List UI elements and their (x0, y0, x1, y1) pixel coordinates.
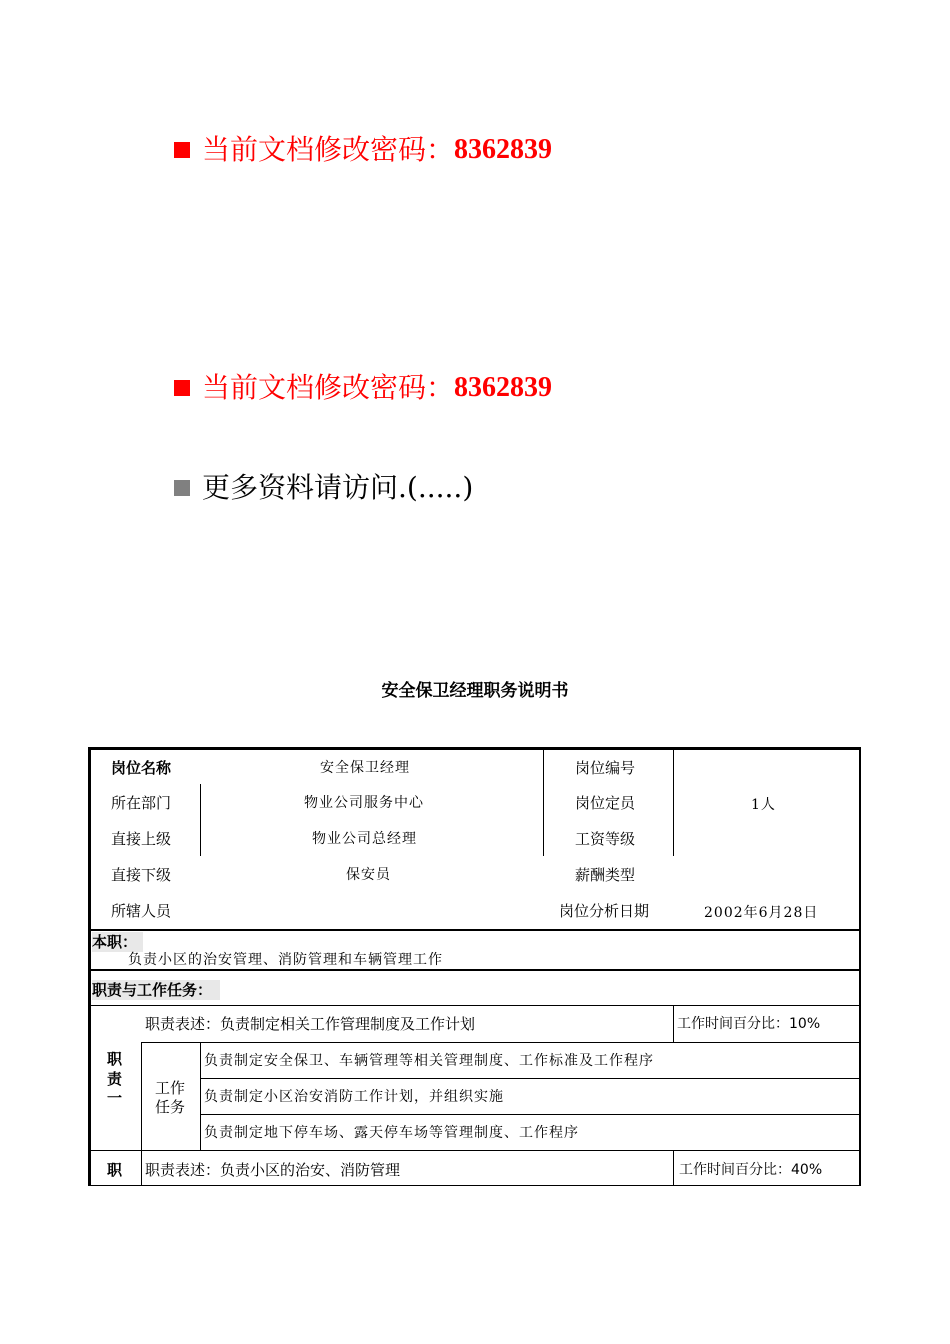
duty1-label-char-3: 一 (107, 1089, 123, 1107)
password-banner-1 (174, 133, 552, 167)
subordinate-value: 保安员 (346, 867, 391, 883)
dept-value: 物业公司服务中心 (304, 795, 424, 811)
analysis-date-label: 岗位分析日期 (559, 902, 650, 920)
banner-text: 当前文档修改密码： (202, 371, 455, 404)
document-title: 安全保卫经理职务说明书 (381, 681, 569, 701)
duty1-tasks-label-1: 工作 (155, 1079, 186, 1097)
grade-label: 工资等级 (575, 830, 636, 848)
post-name-label: 岗位名称 (111, 759, 172, 777)
salary-type-label: 薪酬类型 (575, 866, 636, 884)
duty2-percent: 工作时间百分比：40% (679, 1162, 823, 1178)
analysis-date-value: 2002年6月28日 (704, 905, 819, 921)
duty1-tasks-label-2: 任务 (155, 1098, 186, 1116)
post-name-value: 安全保卫经理 (320, 760, 410, 776)
duty1-label-char-1: 职 (107, 1050, 123, 1068)
quota-label: 岗位定员 (575, 794, 636, 812)
red-square-icon (174, 142, 190, 158)
password-code: 8362839 (454, 134, 553, 165)
duty1-label-char-2: 责 (107, 1070, 123, 1088)
superior-label: 直接上级 (111, 830, 172, 848)
duty2-label: 职 (107, 1161, 123, 1179)
red-square-icon (174, 380, 190, 396)
duty1-task-1: 负责制定安全保卫、车辆管理等相关管理制度、工作标准及工作程序 (204, 1053, 654, 1069)
subordinate-label: 直接下级 (111, 866, 172, 884)
password-banner-2 (174, 371, 552, 405)
gray-square-icon (174, 480, 190, 496)
duty1-percent: 工作时间百分比：10% (677, 1016, 821, 1032)
banner-text: 更多资料请访问.(.....) (202, 471, 474, 504)
staff-label: 所辖人员 (111, 902, 172, 920)
banner-text: 当前文档修改密码： (202, 133, 455, 166)
duty1-description: 职责表述：负责制定相关工作管理制度及工作计划 (145, 1015, 476, 1033)
duties-header: 职责与工作任务： (92, 980, 220, 1000)
duty1-task-3: 负责制定地下停车场、露天停车场等管理制度、工作程序 (204, 1125, 579, 1141)
password-code: 8362839 (454, 372, 553, 403)
post-no-label: 岗位编号 (575, 759, 636, 777)
dept-label: 所在部门 (111, 794, 172, 812)
basic-duty-text: 负责小区的治安管理、消防管理和车辆管理工作 (128, 952, 443, 968)
duty2-description: 职责表述：负责小区的治安、消防管理 (145, 1161, 401, 1179)
superior-value: 物业公司总经理 (312, 831, 417, 847)
basic-duty-label: 本职： (92, 932, 143, 952)
duty1-task-2: 负责制定小区治安消防工作计划，并组织实施 (204, 1089, 504, 1105)
quota-value: 1人 (751, 797, 776, 813)
more-info-banner (174, 471, 473, 505)
